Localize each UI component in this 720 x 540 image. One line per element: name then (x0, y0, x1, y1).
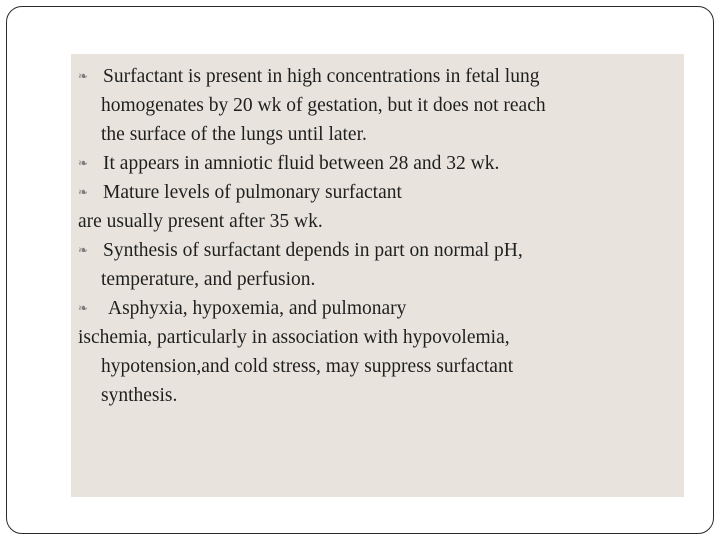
text-line: homogenates by 20 wk of gestation, but it does not reach (101, 95, 546, 116)
text-line: hypotension,and cold stress, may suppress surfactant (101, 356, 514, 377)
text-line: ischemia, particularly in association with hypovolemia, (78, 327, 510, 348)
bullet-paragraph (78, 294, 682, 410)
text-line: are usually present after 35 wk. (78, 211, 323, 232)
bullet-paragraph (78, 178, 682, 236)
text-line: ❧ It appears in amniotic fluid between 28 and 32 wk. (78, 149, 682, 178)
bullet-icon: ❧ (78, 69, 89, 83)
bullet-list (78, 62, 682, 410)
bullet-icon: ❧ (78, 301, 89, 315)
bullet-icon: ❧ (78, 185, 89, 199)
bullet-icon: ❧ (78, 243, 89, 257)
text-line: temperature, and perfusion. (101, 269, 316, 290)
text-line: ❧ Asphyxia, hypoxemia, and pulmonary (78, 294, 682, 323)
bullet-paragraph (78, 236, 682, 294)
text-line: the surface of the lungs until later. (101, 124, 367, 145)
text-line: synthesis. (101, 385, 178, 406)
text-line: ❧ Surfactant is present in high concentrations in fetal lung (78, 62, 682, 91)
text-line: ❧ Synthesis of surfactant depends in part on normal pH, (78, 236, 682, 265)
bullet-paragraph (78, 149, 682, 178)
bullet-icon: ❧ (78, 156, 89, 170)
bullet-paragraph (78, 62, 682, 149)
text-line: ❧ Mature levels of pulmonary surfactant (78, 178, 682, 207)
